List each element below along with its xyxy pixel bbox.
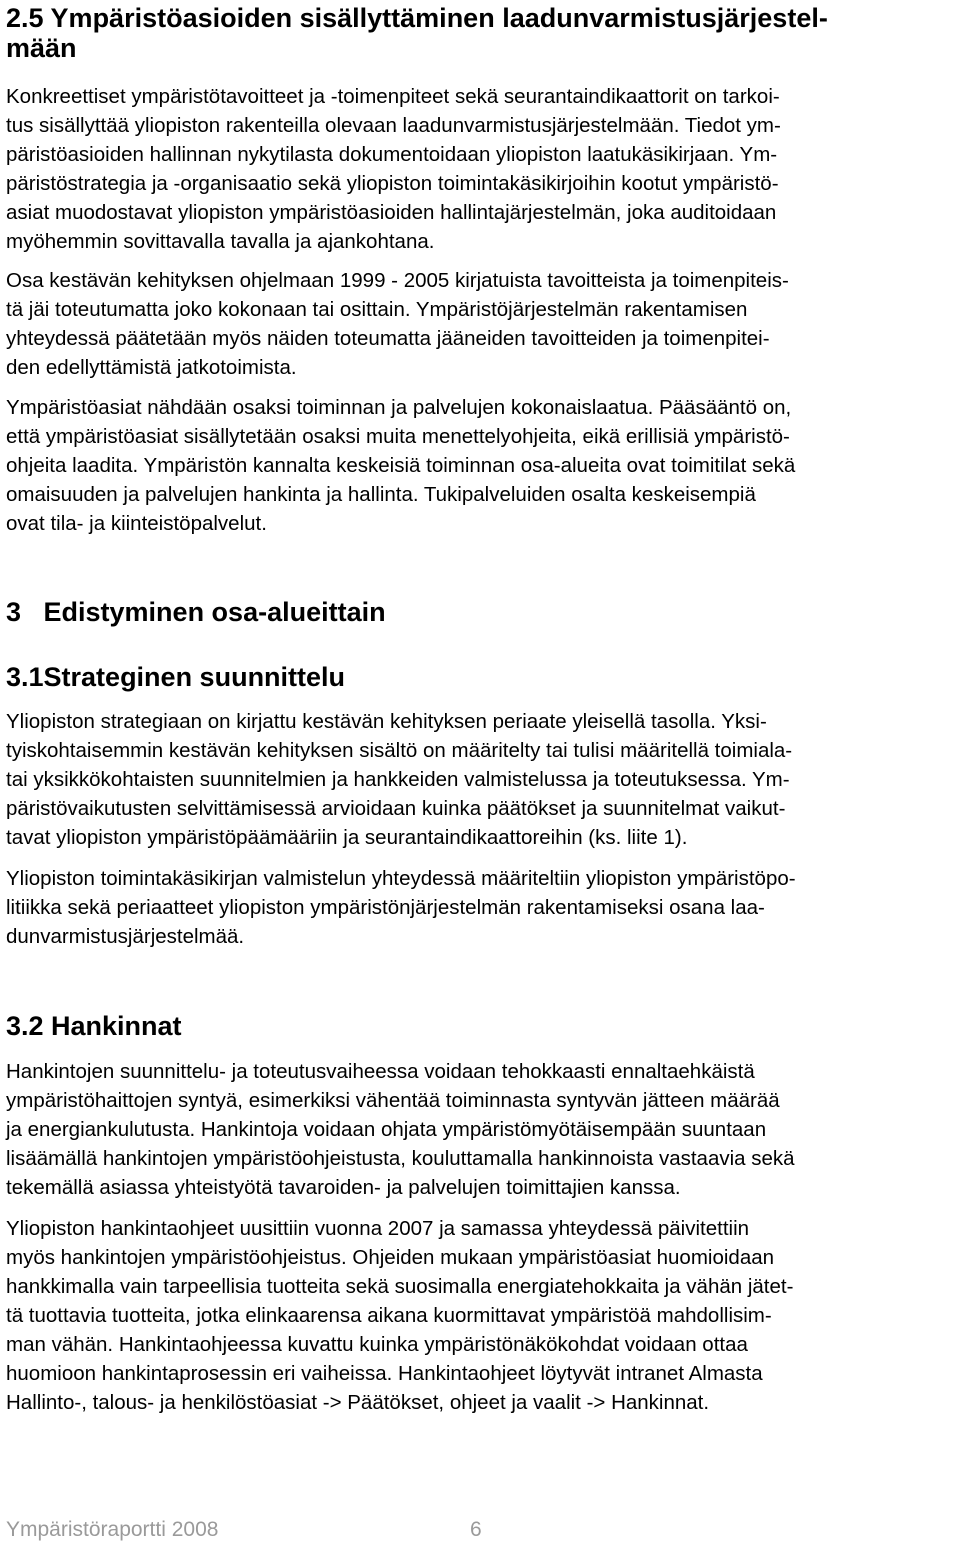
paragraph bbox=[6, 1214, 958, 1417]
text-line: yhteydessä päätetään myös näiden toteumatta jääneiden tavoitteiden ja toimenpitei- bbox=[6, 327, 770, 350]
text-line: asiat muodostavat yliopiston ympäristöasioiden hallintajärjestelmän, joka auditoidaan bbox=[6, 201, 777, 224]
text-line: Konkreettiset ympäristötavoitteet ja -toimenpiteet sekä seurantaindikaattorit on tarkoi- bbox=[6, 85, 780, 108]
section-heading-3-1 bbox=[6, 660, 958, 694]
heading-line: 2.5 Ympäristöasioiden sisällyttäminen laadunvarmistusjärjestel- bbox=[6, 3, 828, 33]
text-line: litiikka sekä periaatteet yliopiston ympäristönjärjestelmän rakentamiseksi osana laa- bbox=[6, 896, 765, 919]
text-line: että ympäristöasiat sisällytetään osaksi muita menettelyohjeita, eikä erillisiä ympäristö- bbox=[6, 425, 790, 448]
text-line: tai yksikkökohtaisten suunnitelmien ja hankkeiden valmistelussa ja toteutuksessa. Ym- bbox=[6, 768, 790, 791]
paragraph bbox=[6, 707, 958, 852]
chapter-title: 3 Edistyminen osa-alueittain bbox=[6, 597, 386, 627]
text-line: ovat tila- ja kiinteistöpalvelut. bbox=[6, 512, 267, 535]
paragraph bbox=[6, 393, 958, 538]
section-heading-3-2 bbox=[6, 1009, 958, 1043]
text-line: myös hankintojen ympäristöohjeistus. Ohjeiden mukaan ympäristöasiat huomioidaan bbox=[6, 1246, 775, 1269]
text-line: päristöstrategia ja -organisaatio sekä yliopiston toimintakäsikirjoihin kootut ympäristö- bbox=[6, 172, 779, 195]
text-line: tavat yliopiston ympäristöpäämääriin ja seurantaindikaattoreihin (ks. liite 1). bbox=[6, 826, 688, 849]
text-line: Hankintojen suunnittelu- ja toteutusvaiheessa voidaan tehokkaasti ennaltaehkäistä bbox=[6, 1060, 755, 1083]
paragraph bbox=[6, 1057, 958, 1202]
text-line: ympäristöhaittojen syntyä, esimerkiksi vähentää toiminnasta syntyvän jätteen määrää bbox=[6, 1089, 780, 1112]
text-line: hankkimalla vain tarpeellisia tuotteita sekä suosimalla energiatehokkaita ja vähän jätet- bbox=[6, 1275, 794, 1298]
text-line: myöhemmin sovittavalla tavalla ja ajankohtana. bbox=[6, 230, 435, 253]
text-line: Hallinto-, talous- ja henkilöstöasiat -> Päätökset, ohjeet ja vaalit -> Hankinnat. bbox=[6, 1391, 710, 1414]
text-line: dunvarmistusjärjestelmää. bbox=[6, 925, 245, 948]
text-line: Yliopiston toimintakäsikirjan valmistelun yhteydessä määriteltiin yliopiston ympäristöpo- bbox=[6, 867, 796, 890]
page-footer bbox=[6, 1517, 482, 1543]
section-title: 3.1Strateginen suunnittelu bbox=[6, 662, 346, 692]
text-line: tä jäi toteutumatta joko kokonaan tai osittain. Ympäristöjärjestelmän rakentamisen bbox=[6, 298, 748, 321]
text-line: Ympäristöasiat nähdään osaksi toiminnan ja palvelujen kokonaislaatua. Pääsääntö on, bbox=[6, 396, 792, 419]
text-line: man vähän. Hankintaohjeessa kuvattu kuinka ympäristönäkökohdat voidaan ottaa bbox=[6, 1333, 748, 1356]
text-line: päristöasioiden hallinnan nykytilasta dokumentoidaan yliopiston laatukäsikirjaan. Ym- bbox=[6, 143, 778, 166]
text-line: Yliopiston hankintaohjeet uusittiin vuonna 2007 ja samassa yhteydessä päivitettiin bbox=[6, 1217, 750, 1240]
text-line: Yliopiston strategiaan on kirjattu kestävän kehityksen periaate yleisellä tasolla. Yksi- bbox=[6, 710, 767, 733]
text-line: tä tuottavia tuotteita, jotka elinkaarensa aikana kuormittavat ympäristöä mahdollisim- bbox=[6, 1304, 772, 1327]
text-line: huomioon hankintaprosessin eri vaiheissa. Hankintaohjeet löytyvät intranet Almasta bbox=[6, 1362, 763, 1385]
text-line: lisäämällä hankintojen ympäristöohjeistusta, kouluttamalla hankinnoista vastaavia sekä bbox=[6, 1147, 795, 1170]
text-line: päristövaikutusten selvittämisessä arvioidaan kuinka päätökset ja suunnitelmat vaikut- bbox=[6, 797, 786, 820]
chapter-heading-3 bbox=[6, 595, 958, 629]
paragraph bbox=[6, 864, 958, 951]
text-line: ohjeita laadita. Ympäristön kannalta keskeisiä toiminnan osa-alueita ovat toimitilat sekä bbox=[6, 454, 796, 477]
page-number: 6 bbox=[470, 1518, 482, 1541]
section-heading-2-5 bbox=[6, 3, 958, 63]
paragraph bbox=[6, 82, 958, 256]
heading-line: mään bbox=[6, 33, 77, 63]
footer-title: Ympäristöraportti 2008 bbox=[6, 1518, 219, 1541]
paragraph bbox=[6, 266, 958, 382]
section-title: 3.2 Hankinnat bbox=[6, 1011, 182, 1041]
text-line: omaisuuden ja palvelujen hankinta ja hallinta. Tukipalveluiden osalta keskeisempiä bbox=[6, 483, 756, 506]
text-line: tekemällä asiassa yhteistyötä tavaroiden- ja palvelujen toimittajien kanssa. bbox=[6, 1176, 681, 1199]
text-line: ja energiankulutusta. Hankintoja voidaan ohjata ympäristömyötäisempään suuntaan bbox=[6, 1118, 767, 1141]
text-line: Osa kestävän kehityksen ohjelmaan 1999 - 2005 kirjatuista tavoitteista ja toimenpiteis- bbox=[6, 269, 789, 292]
text-line: tyiskohtaisemmin kestävän kehityksen sisältö on määritelty tai tulisi määritellä toimiala- bbox=[6, 739, 793, 762]
text-line: tus sisällyttää yliopiston rakenteilla olevaan laadunvarmistusjärjestelmään. Tiedot ym- bbox=[6, 114, 781, 137]
text-line: den edellyttämistä jatkotoimista. bbox=[6, 356, 297, 379]
